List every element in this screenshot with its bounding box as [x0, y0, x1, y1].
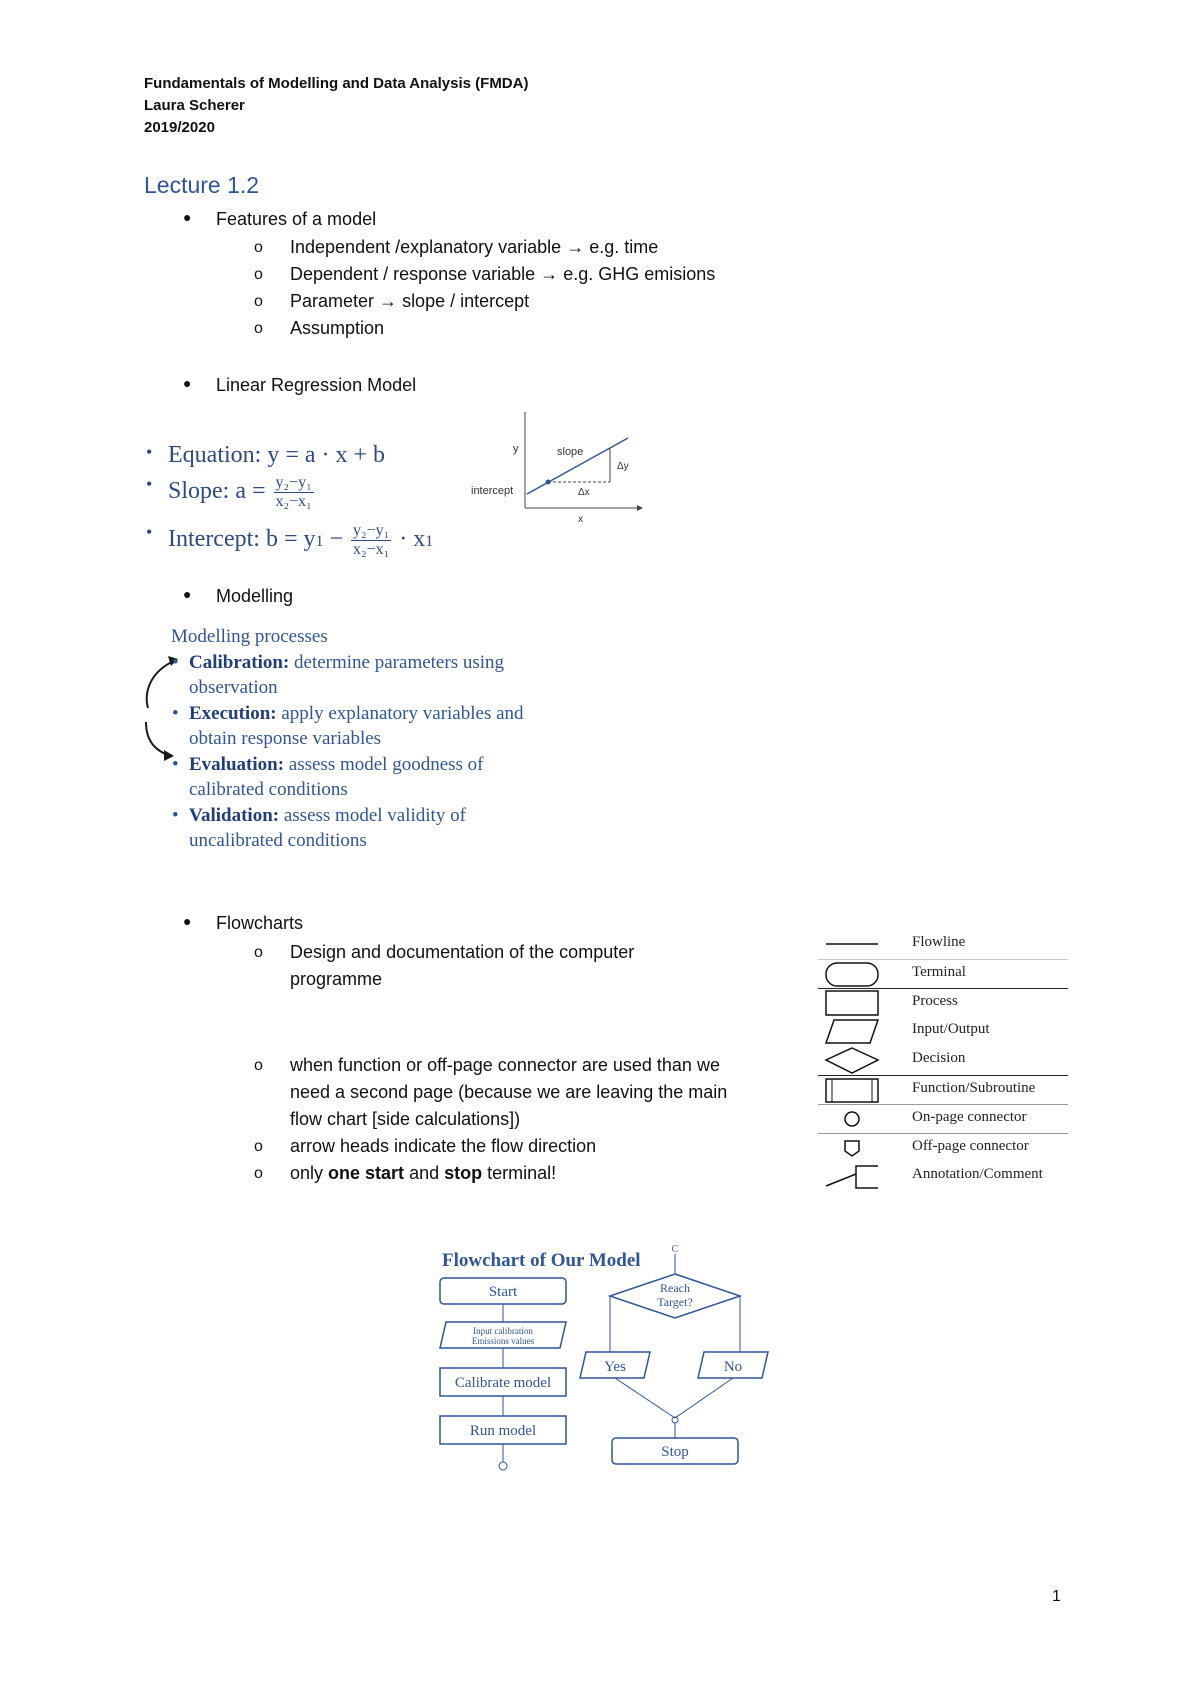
decision-label-line1: Reach	[660, 1281, 690, 1295]
bullet-icon: ●	[183, 209, 192, 225]
circle-bullet-icon: o	[254, 239, 263, 256]
features-bullet	[183, 209, 377, 230]
lecture-title: Lecture 1.2	[144, 172, 260, 198]
yes-label: Yes	[604, 1359, 626, 1375]
modelling-bullet: ● Modelling	[183, 586, 294, 606]
legend-row-flowline: Flowline	[912, 934, 966, 950]
input-label-line1: Input calibration	[473, 1326, 533, 1336]
bullet-icon: ●	[183, 586, 192, 602]
off-page-connector-icon	[499, 1462, 507, 1470]
model-flowchart-title: Flowchart of Our Model	[442, 1250, 641, 1271]
graph-dx-label: Δx	[578, 487, 590, 498]
feature-item: o Independent /explanatory variable → e.g. time	[290, 234, 658, 261]
legend-row-annotation: Annotation/Comment	[818, 1162, 1068, 1191]
circle-bullet-icon: o	[254, 293, 263, 310]
legend-row-input-output: Input/Output	[818, 1017, 1068, 1046]
flowcharts-item: o Design and documentation of the computer programme	[290, 939, 634, 993]
linear-regression-bullet: ● Linear Regression Model	[183, 375, 417, 395]
arrow-right-icon: →	[566, 237, 590, 257]
regression-graph	[465, 410, 645, 525]
no-label: No	[723, 1359, 743, 1375]
start-label: Start	[488, 1284, 518, 1300]
graph-x-label: x	[578, 514, 583, 525]
bullet-icon: ●	[183, 913, 192, 929]
legend-row-off-page-connector: Off-page connector	[818, 1133, 1068, 1163]
intercept-line: • Intercept: b = y1 − $\frac{\text{y₂−y₁}}{\text{x₂−x₁}}$ · x1	[146, 522, 434, 558]
equation-line: • Equation: y = a · x + b	[146, 442, 386, 468]
flowchart-symbol-legend	[818, 930, 1068, 1200]
input-label-line2: Emissions values	[471, 1336, 535, 1346]
legend-row-on-page-connector: On-page connector	[818, 1104, 1068, 1134]
legend-row-function: Function/Subroutine	[818, 1075, 1068, 1105]
run-label: Run model	[469, 1423, 537, 1439]
modelling-item-execution: • Execution: apply explanatory variables and obtain response variables	[172, 703, 524, 749]
feature-item: o Parameter → slope / intercept	[290, 288, 529, 315]
stop-label: Stop	[661, 1444, 689, 1460]
decision-label-line2: Target?	[657, 1295, 693, 1309]
page-number: 1	[1052, 1588, 1061, 1605]
circle-bullet-icon: o	[254, 320, 263, 337]
feature-item: o Assumption	[290, 315, 384, 342]
slope-line: • Slope: a = $\frac{\text{y₂−y₁}}{\text{x₂−x₁}}$	[146, 474, 312, 510]
legend-row-process: Process	[818, 988, 1068, 1018]
header-year: 2019/2020	[144, 119, 215, 136]
legend-row-decision: Decision	[818, 1046, 1068, 1075]
header-course: Fundamentals of Modelling and Data Analysis (FMDA)	[144, 75, 529, 92]
flowcharts-item: o when function or off-page connector are used than we need a second page (because we are leaving the main flow chart [side calculations])	[290, 1052, 727, 1133]
modelling-item-evaluation: • Evaluation: assess model goodness of calibrated conditions	[172, 754, 484, 800]
modelling-item-calibration: • Calibration: determine parameters using observation	[172, 652, 505, 698]
header-author: Laura Scherer	[144, 97, 245, 114]
legend-row-terminal: Terminal	[818, 959, 1068, 989]
bullet-icon: ●	[183, 375, 192, 391]
modelling-item-validation: • Validation: assess model validity of uncalibrated conditions	[172, 805, 466, 851]
intercept-fraction: $\frac{\text{y₂−y₁}}{\text{x₂−x₁}}$	[353, 522, 390, 558]
graph-y-label: y	[513, 443, 519, 455]
flowcharts-item: o only one start and stop terminal!	[290, 1160, 556, 1187]
slope-fraction: $\frac{\text{y₂−y₁}}{\text{x₂−x₁}}$	[275, 474, 312, 510]
circle-bullet-icon: o	[254, 266, 263, 283]
circle-bullet-icon: o	[254, 1165, 263, 1182]
flowcharts-bullet: ● Flowcharts	[183, 913, 304, 933]
graph-dy-label: Δy	[617, 461, 629, 472]
circle-bullet-icon: o	[254, 1057, 263, 1074]
feature-item: o Dependent / response variable → e.g. GHG emisions	[290, 261, 715, 288]
flowcharts-item: o arrow heads indicate the flow direction	[290, 1133, 596, 1160]
connector-label: C	[671, 1244, 679, 1255]
arrow-right-icon: →	[540, 264, 564, 284]
graph-slope-label: slope	[557, 446, 584, 458]
arrow-right-icon: →	[379, 291, 403, 311]
features-label: Features of a model	[216, 209, 377, 229]
modelling-heading: Modelling processes	[171, 626, 328, 647]
circle-bullet-icon: o	[254, 944, 263, 961]
model-flowchart	[430, 1240, 790, 1490]
circle-bullet-icon: o	[254, 1138, 263, 1155]
calibrate-label: Calibrate model	[454, 1375, 552, 1391]
graph-intercept-label: intercept	[471, 485, 514, 497]
